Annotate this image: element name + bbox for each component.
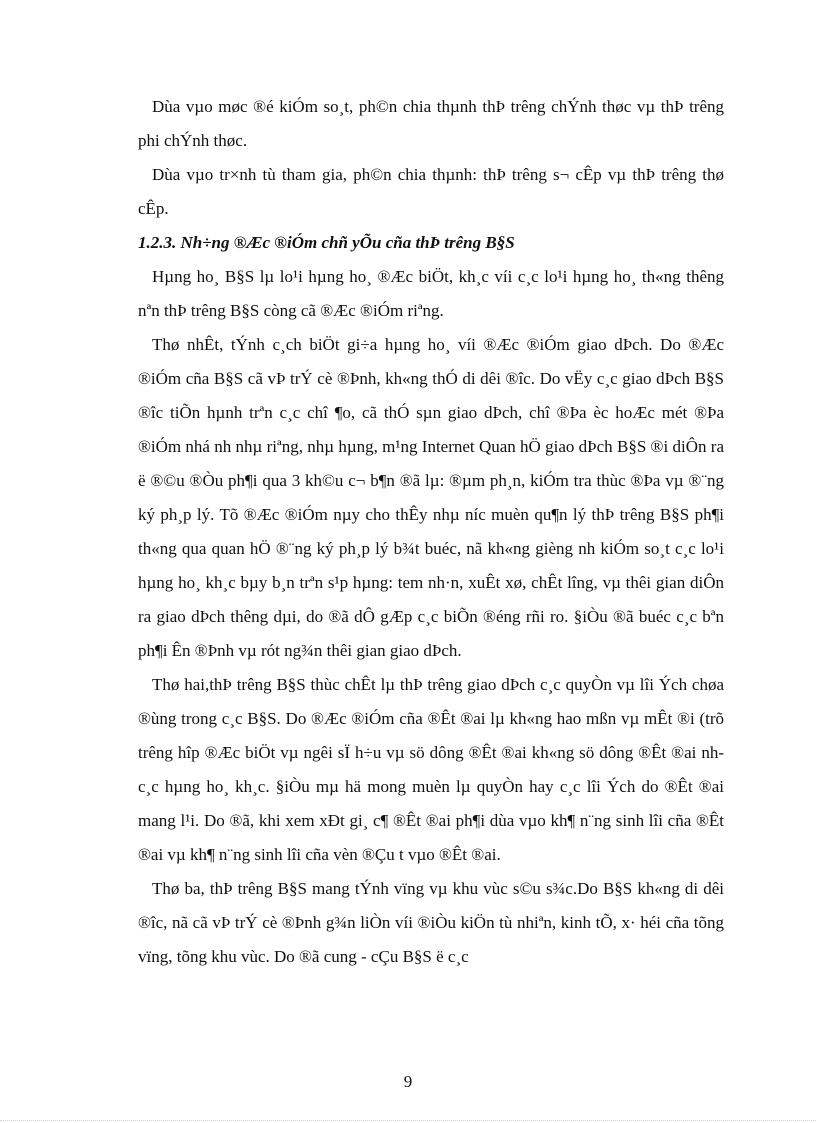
document-body [138,90,724,974]
paragraph-first-characteristic: Thø nhÊt, tÝnh c¸ch biÖt gi÷a hµng ho¸ víi ®Æc ®iÓm giao dÞch. Do ®Æc ®iÓm cña B§S cã vÞ trÝ cè ®Þnh, kh«ng thÓ di dêi ®îc. Do vËy c¸c giao dÞch B§S ®îc tiÕn hµnh trªn c¸c chî ¶o, cã thÓ sµn giao dÞch, chî ®Þa èc hoÆc mét ®Þa ®iÓm nhá nh nhµ riªng, nhµ hµng, m¹ng Internet Quan hÖ giao dÞch B§S ®i diÔn ra ë ®©u ®Òu ph¶i qua 3 kh©u c¬ b¶n ®ã lµ: ®µm ph¸n, kiÓm tra thùc ®Þa vµ ®¨ng ký ph¸p lý. Tõ ®Æc ®iÓm nµy cho thÊy nhµ níc muèn qu¶n lý thÞ trêng B§S ph¶i th«ng qua quan hÖ ®¨ng ký ph¸p lý b¾t buéc, nã kh«ng gièng nh kiÓm so¸t c¸c lo¹i hµng ho¸ kh¸c bµy b¸n trªn s¹p hµng: tem nh·n, xuÊt xø, chÊt lîng, vµ thêi gian diÔn ra giao dÞch thêng dµi, do ®ã dÔ gÆp c¸c biÕn ®éng rñi ro. §iÒu ®ã buéc c¸c bªn ph¶i Ên ®Þnh vµ rót ng¾n thêi gian giao dÞch. [138,335,724,660]
paragraph-control-classification: Dùa vµo møc ®é kiÓm so¸t, ph©n chia thµnh thÞ trêng chÝnh thøc vµ thÞ trêng phi chÝnh thøc. [138,97,724,150]
paragraph-intro-characteristics: Hµng ho¸ B§S lµ lo¹i hµng ho¸ ®Æc biÖt, kh¸c víi c¸c lo¹i hµng ho¸ th«ng thêng nªn thÞ trêng B§S còng cã ®Æc ®iÓm riªng. [138,267,724,320]
section-heading: 1.2.3. Nh÷ng ®Æc ®iÓm chñ yÕu cña thÞ trêng B§S [138,233,515,252]
paragraph-participation-classification: Dùa vµo tr×nh tù tham gia, ph©n chia thµnh: thÞ trêng s¬ cÊp vµ thÞ trêng thø cÊp. [138,165,724,218]
page-number: 9 [403,1072,413,1091]
paragraph-second-characteristic: Thø hai,thÞ trêng B§S thùc chÊt lµ thÞ trêng giao dÞch c¸c quyÒn vµ lîi Ých chøa ®ùng trong c¸c B§S. Do ®Æc ®iÓm cña ®Êt ®ai lµ kh«ng hao mßn vµ mÊt ®i (trõ trêng hîp ®Æc biÖt vµ ngêi sÏ h÷u vµ sö dông ®Êt ®ai kh«ng sö dông ®Êt ®ai nh c¸c hµng ho¸ kh¸c. §iÒu mµ hä mong muèn lµ quyÒn hay c¸c lîi Ých do ®Êt ®ai mang l¹i. Do ®ã, khi xem xÐt gi¸ c¶ ®Êt ®ai ph¶i dùa vµo kh¶ n¨ng sinh lîi cña ®Êt ®ai vµ kh¶ n¨ng sinh lîi cña vèn ®Çu t vµo ®Êt ®ai. [138,675,724,864]
paragraph-third-characteristic: Thø ba, thÞ trêng B§S mang tÝnh vïng vµ khu vùc s©u s¾c.Do B§S kh«ng di dêi ®îc, nã cã vÞ trÝ cè ®Þnh g¾n liÒn víi ®iÒu kiÖn tù nhiªn, kinh tÕ, x· héi cña tõng vïng, tõng khu vùc. Do ®ã cung - cÇu B§S ë c¸c [138,879,724,966]
page-bottom-divider [0,1120,816,1121]
